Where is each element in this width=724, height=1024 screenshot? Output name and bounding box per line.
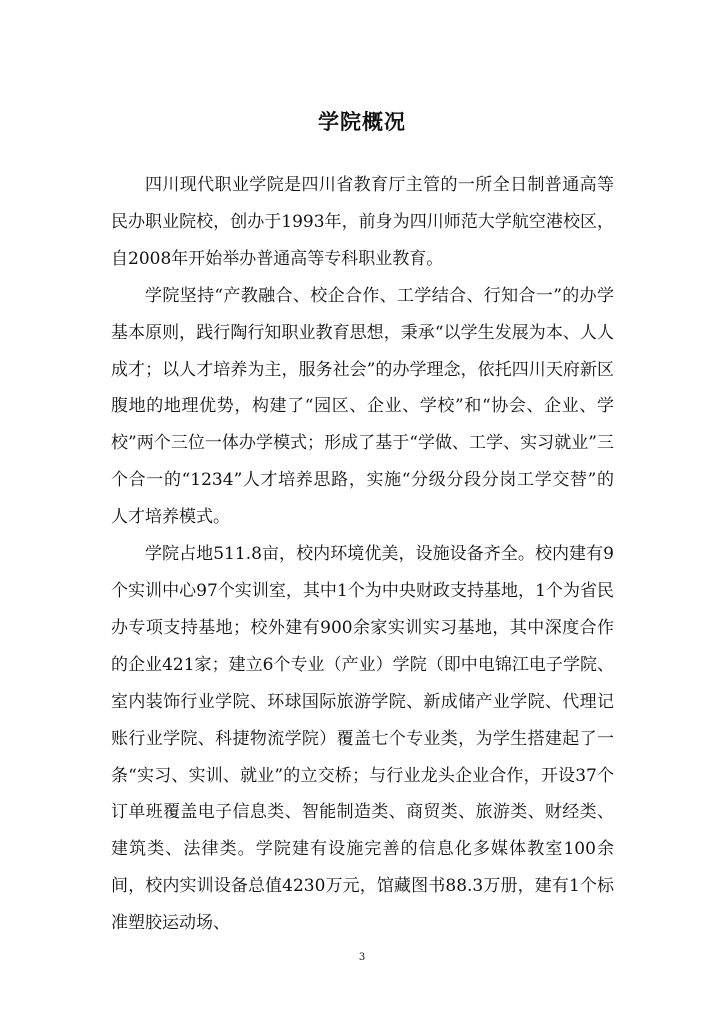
page-title: 学院概况 bbox=[318, 110, 406, 134]
body-text bbox=[111, 167, 614, 942]
paragraph-principles: 学院坚持“产教融合、校企合作、工学结合、行知合一”的办学基本原则，践行陶行知职业教育思想，秉承“以学生发展为本、人人成才；以人才培养为主，服务社会”的办学理念，依托四川天府新区腹地的地理优势，构建了“园区、企业、学校”和“协会、企业、学校”两个三位一体办学模式；形成了基于“学做、工学、实习就业”三个合一的“1234”人才培养思路，实施“分级分段分岗工学交替”的人才培养模式。 bbox=[111, 285, 614, 528]
page-number: 3 bbox=[358, 952, 366, 963]
paragraph-intro: 四川现代职业学院是四川省教育厅主管的一所全日制普通高等民办职业院校，创办于1993年，前身为四川师范大学航空港校区，自2008年开始举办普通高等专科职业教育。 bbox=[111, 175, 614, 269]
paragraph-facilities: 学院占地511.8亩，校内环境优美，设施设备齐全。校内建有9个实训中心97个实训室，其中1个为中央财政支持基地，1个为省民办专项支持基地；校外建有900余家实训实习基地，其中深度合作的企业421家；建立6个专业（产业）学院（即中电锦江电子学院、室内装饰行业学院、环球国际旅游学院、新成储产业学院、代理记账行业学院、科捷物流学院）覆盖七个专业类，为学生搭建起了一条“实习、实训、就业”的立交桥；与行业龙头企业合作，开设37个订单班覆盖电子信息类、智能制造类、商贸类、旅游类、财经类、建筑类、法律类。学院建有设施完善的信息化多媒体教室100余间，校内实训设备总值4230万元，馆藏图书88.3万册，建有1个标准塑胶运动场、 bbox=[111, 544, 614, 934]
